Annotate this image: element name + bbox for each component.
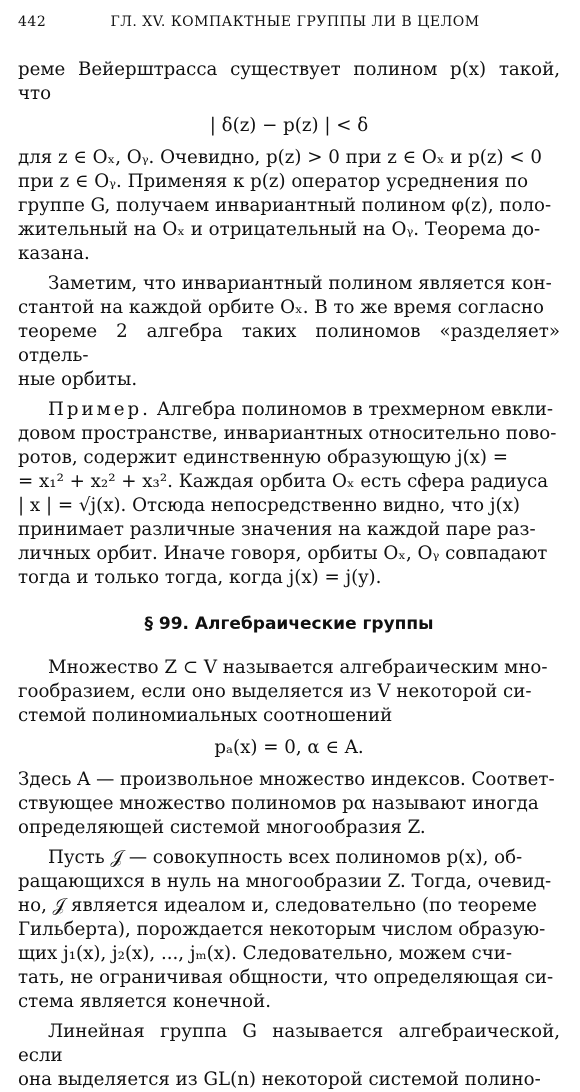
text-line: тогда и только тогда, когда j(x) = j(y). <box>18 567 382 588</box>
equation-inequality: | δ(z) − p(z) | < δ <box>209 115 369 136</box>
page <box>18 14 560 1092</box>
text-fragment: Алгебра полиномов в трехмерном евкли- <box>156 399 554 420</box>
example-label: Пример. <box>48 399 151 420</box>
text-line: при z ∈ Oᵧ. Применяя к p(z) оператор усреднения по <box>18 171 529 192</box>
text-line: личных орбит. Иначе говоря, орбиты Oₓ, Oᵧ совпадают <box>18 543 548 564</box>
text-line: | x | = √j(x). Отсюда непосредственно видно, что j(x) <box>18 495 521 516</box>
text-line: ротов, содержит единственную образующую j(x) = <box>18 447 509 468</box>
text-line: теореме 2 алгебра таких полиномов «разделяет» отдель- <box>18 321 560 366</box>
text-line: стемой полиномиальных соотношений <box>18 705 393 726</box>
page-number: 442 <box>18 14 47 30</box>
text-line: группе G, получаем инвариантный полином φ(z), поло- <box>18 195 552 216</box>
text-line: = x₁² + x₂² + x₃². Каждая орбита Oₓ есть сфера радиуса <box>18 471 549 492</box>
example-line <box>18 398 560 422</box>
text-line: Множество Z ⊂ V называется алгебраическим мно- <box>48 657 548 678</box>
text-line: щих j₁(x), j₂(x), ..., jₘ(x). Следовательно, можем счи- <box>18 943 513 964</box>
equation-system: pₐ(x) = 0, α ∈ A. <box>214 737 364 758</box>
text-line: жительный на Oₓ и отрицательный на Oᵧ. Теорема до- <box>18 219 541 240</box>
text-line: ращающихся в нуль на многообразии Z. Тогда, очевид- <box>18 871 552 892</box>
text-line: она выделяется из GL(n) некоторой системой полино- <box>18 1069 541 1090</box>
text-line: стантой на каждой орбите Oₓ. В то же время согласно <box>18 297 544 318</box>
text-line: ствующее множество полиномов pα называют иногда <box>18 793 539 814</box>
text-line: казана. <box>18 243 90 264</box>
running-header <box>18 14 560 36</box>
text-line: Здесь A — произвольное множество индексов. Соответ- <box>18 769 555 790</box>
text-line: гообразием, если оно выделяется из V некоторой си- <box>18 681 532 702</box>
text-line: для z ∈ Oₓ, Oᵧ. Очевидно, p(z) > 0 при z ∈ Oₓ и p(z) < 0 <box>18 147 542 168</box>
text-line: Пусть 𝒥 — совокупность всех полиномов p(x), об- <box>48 847 523 868</box>
running-title: ГЛ. XV. КОМПАКТНЫЕ ГРУППЫ ЛИ В ЦЕЛОМ <box>110 14 480 30</box>
text-line: но, 𝒥 является идеалом и, следовательно (по теореме <box>18 895 537 916</box>
text-line: ные орбиты. <box>18 369 138 390</box>
text-line: реме Вейерштрасса существует полином p(x) такой, что <box>18 59 560 104</box>
text-line: довом пространстве, инвариантных относительно пово- <box>18 423 557 444</box>
page-body <box>18 58 560 1092</box>
section-heading: § 99. Алгебраические группы <box>144 614 434 634</box>
text-line: тать, не ограничивая общности, что определяющая си- <box>18 967 554 988</box>
text-line: Заметим, что инвариантный полином является кон- <box>48 273 552 294</box>
text-line: Линейная группа G называется алгебраической, если <box>18 1021 560 1066</box>
text-line: Гильберта), порождается некоторым числом образую- <box>18 919 546 940</box>
text-line: определяющей системой многообразия Z. <box>18 817 426 838</box>
text-line: принимает различные значения на каждой паре раз- <box>18 519 536 540</box>
text-line: стема является конечной. <box>18 991 271 1012</box>
